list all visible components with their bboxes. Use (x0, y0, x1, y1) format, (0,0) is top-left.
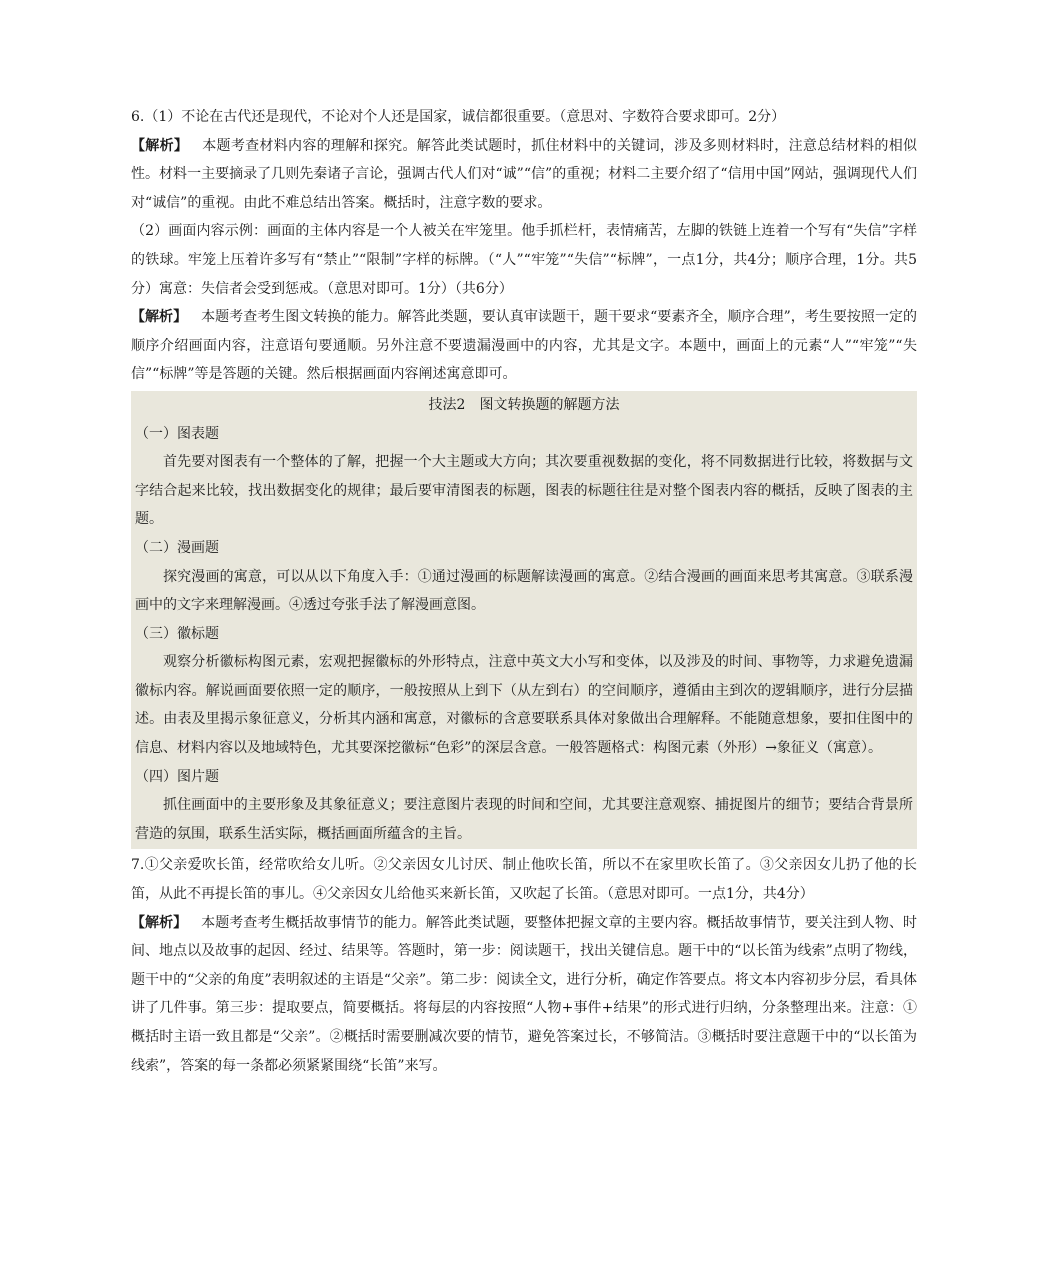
section-body: 探究漫画的寓意，可以从以下角度入手：①通过漫画的标题解读漫画的寓意。②结合漫画的画面来思考其寓意。③联系漫画中的文字来理解漫画。④透过夸张手法了解漫画意图。 (135, 568, 913, 614)
analysis-tag: 【解析】 (131, 309, 188, 326)
analysis-text: 本题考查材料内容的理解和探究。解答此类试题时，抓住材料中的关键词，涉及多则材料时，注意总结材料的相似性。材料一主要摘录了几则先秦诸子言论，强调古代人们对“诚”“信”的重视；材料二主要介绍了“信用中国”网站，强调现代人们对“诚信”的重视。由此不难总结出答案。概括时，注意字数的要求。 (131, 137, 918, 211)
answer-page (131, 103, 917, 1080)
q7-analysis (131, 909, 917, 1081)
section-heading: （二）漫画题 (135, 539, 219, 556)
q6-part1-analysis (131, 132, 917, 218)
section-heading: （三）徽标题 (135, 625, 219, 642)
analysis-tag: 【解析】 (131, 914, 188, 931)
q6-part2-answer: （2）画面内容示例：画面的主体内容是一个人被关在牢笼里。他手抓栏杆，表情痛苦，左脚的铁链上连着一个写有“失信”字样的铁球。牢笼上压着许多写有“禁止”“限制”字样的标牌。（“人”“牢笼”“失信”“标牌”，一点1分，共4分；顺序合理，1分。共5分）寓意：失信者会受到惩戒。（意思对即可。1分）（共6分） (131, 223, 917, 297)
technique-box-title: 技法2 图文转换题的解题方法 (428, 396, 620, 413)
section-body: 抓住画面中的主要形象及其象征意义；要注意图片表现的时间和空间，尤其要注意观察、捕捉图片的细节；要结合背景所营造的氛围，联系生活实际，概括画面所蕴含的主旨。 (135, 797, 913, 842)
technique-box (131, 391, 917, 850)
analysis-text: 本题考查考生概括故事情节的能力。解答此类试题，要整体把握文章的主要内容。概括故事情节，要关注到人物、时间、地点以及故事的起因、经过、结果等。答题时，第一步：阅读题干，找出关键信息。题干中的“以长笛为线索”点明了物线，题干中的“父亲的角度”表明叙述的主语是“父亲”。第二步：阅读全文，进行分析，确定作答要点。将文本内容初步分层，看具体讲了几件事。第三步：提取要点，简要概括。将每层的内容按照“人物+事件+结果”的形式进行归纳，分条整理出来。注意：①概括时主语一致且都是“父亲”。②概括时需要删减次要的情节，避免答案过长，不够简洁。③概括时要注意题干中的“以长笛为线索”，答案的每一条都必须紧紧围绕“长笛”来写。 (131, 914, 918, 1074)
q7-answer: 7.①父亲爱吹长笛，经常吹给女儿听。②父亲因女儿讨厌、制止他吹长笛，所以不在家里吹长笛了。③父亲因女儿扔了他的长笛，从此不再提长笛的事儿。④父亲因女儿给他买来新长笛，又吹起了长笛。（意思对即可。一点1分，共4分） (131, 857, 917, 903)
analysis-tag: 【解析】 (131, 137, 189, 154)
section-body: 观察分析徽标构图元素，宏观把握徽标的外形特点，注意中英文大小写和变体，以及涉及的时间、事物等，力求避免遗漏徽标内容。解说画面要依照一定的顺序，一般按照从上到下（从左到右）的空间顺序，遵循由主到次的逻辑顺序，进行分层描述。由表及里揭示象征意义，分析其内涵和寓意，对徽标的含意要联系具体对象做出合理解释。不能随意想象，要扣住图中的信息、材料内容以及地域特色，尤其要深挖徽标“色彩”的深层含意。一般答题格式：构图元素（外形）→象征义（寓意）。 (135, 654, 913, 757)
q6-part1-answer: 6.（1）不论在古代还是现代，不论对个人还是国家，诚信都很重要。（意思对、字数符合要求即可。2分） (131, 109, 786, 125)
analysis-text: 本题考查考生图文转换的能力。解答此类题，要认真审读题干，题干要求“要素齐全，顺序合理”，考生要按照一定的顺序介绍画面内容，注意语句要通顺。另外注意不要遗漏漫画中的内容，尤其是文字。本题中，画面上的元素“人”“牢笼”“失信”“标牌”等是答题的关键。然后根据画面内容阐述寓意即可。 (131, 309, 918, 383)
section-body: 首先要对图表有一个整体的了解，把握一个大主题或大方向；其次要重视数据的变化，将不同数据进行比较，将数据与文字结合起来比较，找出数据变化的规律；最后要审清图表的标题，图表的标题往往是对整个图表内容的概括，反映了图表的主题。 (135, 454, 913, 528)
section-heading: （四）图片题 (135, 768, 219, 785)
q6-part2-analysis (131, 303, 917, 389)
section-heading: （一）图表题 (135, 425, 219, 442)
